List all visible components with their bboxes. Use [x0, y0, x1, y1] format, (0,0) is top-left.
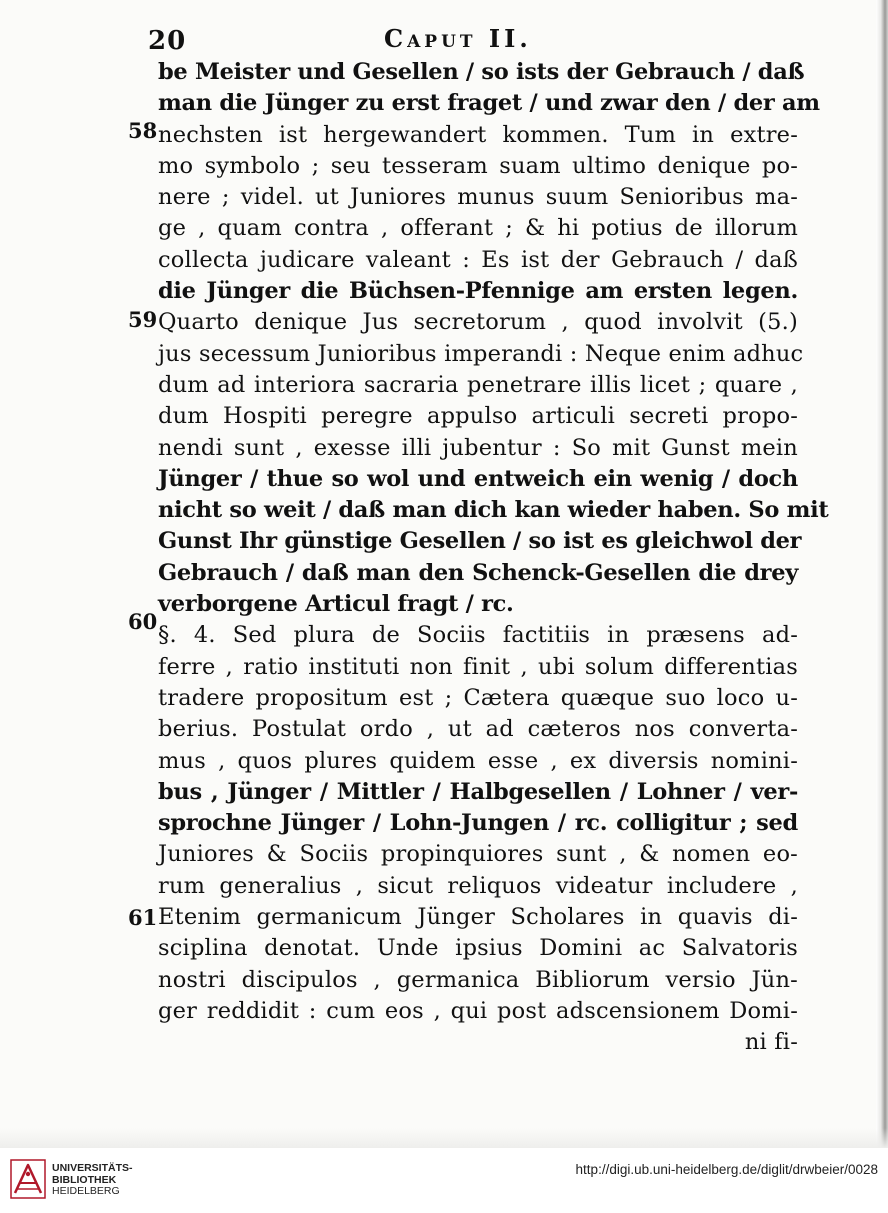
viewer-footer: [0, 1148, 888, 1213]
text-line: berius. Postulat ordo , ut ad cæteros nos converta-: [158, 716, 798, 743]
text-line: man die Jünger zu erst fraget / und zwar den / der am: [158, 90, 820, 117]
text-line: nere ; videl. ut Juniores munus suum Senioribus ma-: [158, 184, 798, 211]
text-line: verborgene Articul fragt / rc.: [158, 591, 514, 618]
page-number: 20: [148, 26, 187, 56]
margin-number: 61: [128, 905, 158, 930]
page-bottom-fade: [0, 1128, 888, 1148]
page-header: [140, 22, 790, 56]
body-text: [158, 57, 829, 1059]
margin-number: 60: [128, 609, 158, 634]
library-name-line: BIBLIOTHEK: [52, 1173, 117, 1186]
text-line: nendi sunt , exesse illi jubentur : So mit Gunst mein: [158, 434, 798, 461]
text-line: mus , quos plures quidem esse , ex diversis nomini-: [158, 747, 798, 774]
text-line: Juniores & Sociis propinquiores sunt , & nomen eo-: [158, 841, 798, 868]
page-edge-shadow: [876, 0, 888, 1148]
text-line: nicht so weit / daß man dich kan wieder haben. So mit: [158, 497, 829, 524]
text-line: nechsten ist hergewandert kommen. Tum in extre-: [158, 121, 798, 148]
text-line: dum Hospiti peregre appulso articuli secreti propo-: [158, 403, 798, 430]
text-line: ger reddidit : cum eos , qui post adscensionem Domi-: [158, 997, 798, 1024]
library-name: [52, 1163, 133, 1198]
text-line: ge , quam contra , offerant ; & hi potius de illorum: [158, 215, 798, 242]
margin-number: 58: [128, 118, 158, 143]
text-line: jus secessum Junioribus imperandi : Neque enim adhuc: [158, 340, 804, 367]
library-logo-icon: [10, 1159, 46, 1199]
text-line: mo symbolo ; seu tesseram suam ultimo denique po-: [158, 152, 798, 179]
margin-number: 59: [128, 307, 158, 332]
text-line: dum ad interiora sacraria penetrare illis licet ; quare ,: [158, 371, 798, 398]
text-line: tradere propositum est ; Cætera quæque suo loco u-: [158, 684, 798, 711]
text-line: die Jünger die Büchsen-Pfennige am ersten legen.: [158, 278, 798, 305]
text-line: be Meister und Gesellen / so ists der Gebrauch / daß: [158, 59, 805, 85]
text-line: sprochne Jünger / Lohn-Jungen / rc. colligitur ; sed: [158, 810, 798, 837]
text-line: sciplina denotat. Unde ipsius Domini ac Salvatoris: [158, 935, 798, 962]
text-line: bus , Jünger / Mittler / Halbgesellen / Lohner / ver-: [158, 778, 798, 805]
text-line: rum generalius , sicut reliquos videatur includere ,: [158, 872, 798, 899]
source-url-link[interactable]: http://digi.ub.uni-heidelberg.de/diglit/drwbeier/0028: [575, 1162, 878, 1177]
text-line: Gebrauch / daß man den Schenck-Gesellen die drey: [158, 559, 798, 586]
text-line: ferre , ratio instituti non finit , ubi solum differentias: [158, 653, 798, 680]
text-line: Gunst Ihr günstige Gesellen / so ist es gleichwol der: [158, 528, 802, 555]
text-line: collecta judicare valeant : Es ist der Gebrauch / daß: [158, 246, 798, 273]
running-head: Caput II.: [384, 24, 532, 53]
text-line: §. 4. Sed plura de Sociis factitiis in præsens ad-: [158, 622, 798, 649]
text-line: Etenim germanicum Jünger Scholares in quavis di-: [158, 904, 798, 931]
catchword: ni fi-: [744, 1029, 798, 1056]
library-name-line: UNIVERSITÄTS-: [52, 1162, 133, 1174]
text-line: Jünger / thue so wol und entweich ein wenig / doch: [158, 465, 798, 492]
library-name-line: HEIDELBERG: [52, 1185, 120, 1197]
text-line: Quarto denique Jus secretorum , quod involvit (5.): [158, 309, 798, 336]
text-line: nostri discipulos , germanica Bibliorum versio Jün-: [158, 966, 798, 993]
